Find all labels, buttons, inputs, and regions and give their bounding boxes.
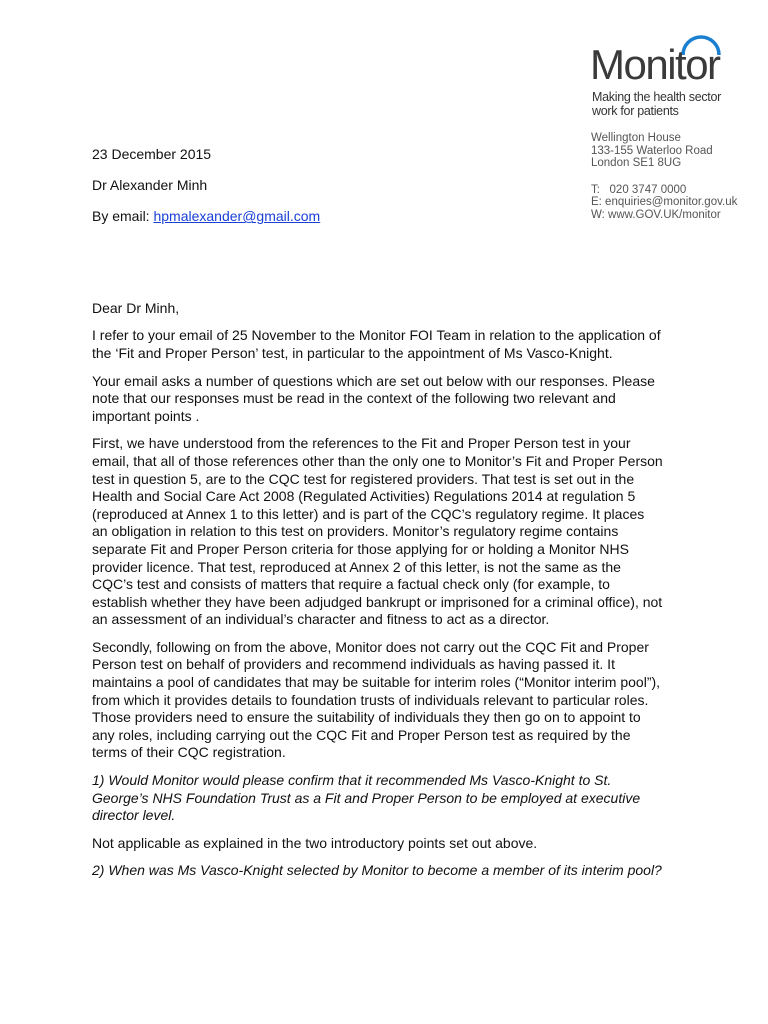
recipient-email-link[interactable]: hpmalexander@gmail.com: [153, 208, 321, 225]
paragraph-context: Your email asks a number of questions which are set out below with our responses. Please note that our responses must be read in the context of the following two relevant and important points .: [92, 372, 655, 424]
web-contact-line: W: www.GOV.UK/monitor: [591, 208, 721, 221]
email-prefix: By email:: [92, 208, 154, 225]
email-contact-line: E: enquiries@monitor.gov.uk: [591, 196, 738, 208]
address-line: London SE1 8UG: [591, 157, 682, 169]
address-line: Wellington House: [591, 132, 681, 144]
phone-line: T: 020 3747 0000: [591, 183, 687, 196]
paragraph-intro: I refer to your email of 25 November to the Monitor FOI Team in relation to the application of the ‘Fit and Proper Person’ test, in particular to the appointment of Ms Vasco-Knight.: [92, 327, 661, 361]
address-line: 133-155 Waterloo Road: [591, 144, 713, 157]
logo-wordmark: Monitor: [590, 41, 720, 88]
paragraph-first-point: First, we have understood from the references to the Fit and Proper Person test in your email, that all of those references other than the only one to Monitor’s Fit and Proper Person test in question 5, are to the CQC test for registered providers. That test is set out in the Health and Social Care Act 2008 (Regulated Activities) Regulations 2014 at regulation 5 (reproduced at Annex 1 to this letter) and is part of the CQC’s regulatory regime. It places an obligation in relation to this test on providers. Monitor’s regulatory regime contains separate Fit and Proper Person criteria for those applying for or holding a Monitor NHS provider licence. That test, reproduced at Annex 2 of this letter, is not the same as the CQC’s test and consists of matters that require a factual check only (for example, to establish whether they have been adjudged bankrupt or imprisoned for a criminal office), not an assessment of an individual’s character and fitness to act as a director.: [92, 435, 663, 628]
letter-date: 23 December 2015: [92, 146, 212, 162]
paragraph-second-point: Secondly, following on from the above, Monitor does not carry out the CQC Fit and Proper Person test on behalf of providers and recommend individuals as having passed it. It maintains a pool of candidates that may be suitable for interim roles (“Monitor interim pool”), from which it provides details to foundation trusts of individuals relevant to particular roles. Those providers need to ensure the suitability of individuals they then go on to appoint to any roles, including carrying out the CQC Fit and Proper Person test as required by the terms of their CQC registration.: [92, 638, 661, 761]
question-1: 1) Would Monitor would please confirm that it recommended Ms Vasco-Knight to St. George’s NHS Foundation Trust as a Fit and Proper Person to be employed at executive director level.: [92, 772, 641, 824]
salutation: Dear Dr Minh,: [92, 299, 180, 316]
answer-1: Not applicable as explained in the two introductory points set out above.: [92, 834, 538, 851]
letter-body: [92, 146, 682, 880]
recipient-email-line: [92, 208, 682, 226]
logo-tagline: Making the health sector work for patients: [592, 90, 721, 118]
recipient-name: Dr Alexander Minh: [92, 177, 208, 194]
question-2: 2) When was Ms Vasco-Knight selected by Monitor to become a member of its interim pool?: [92, 862, 662, 879]
